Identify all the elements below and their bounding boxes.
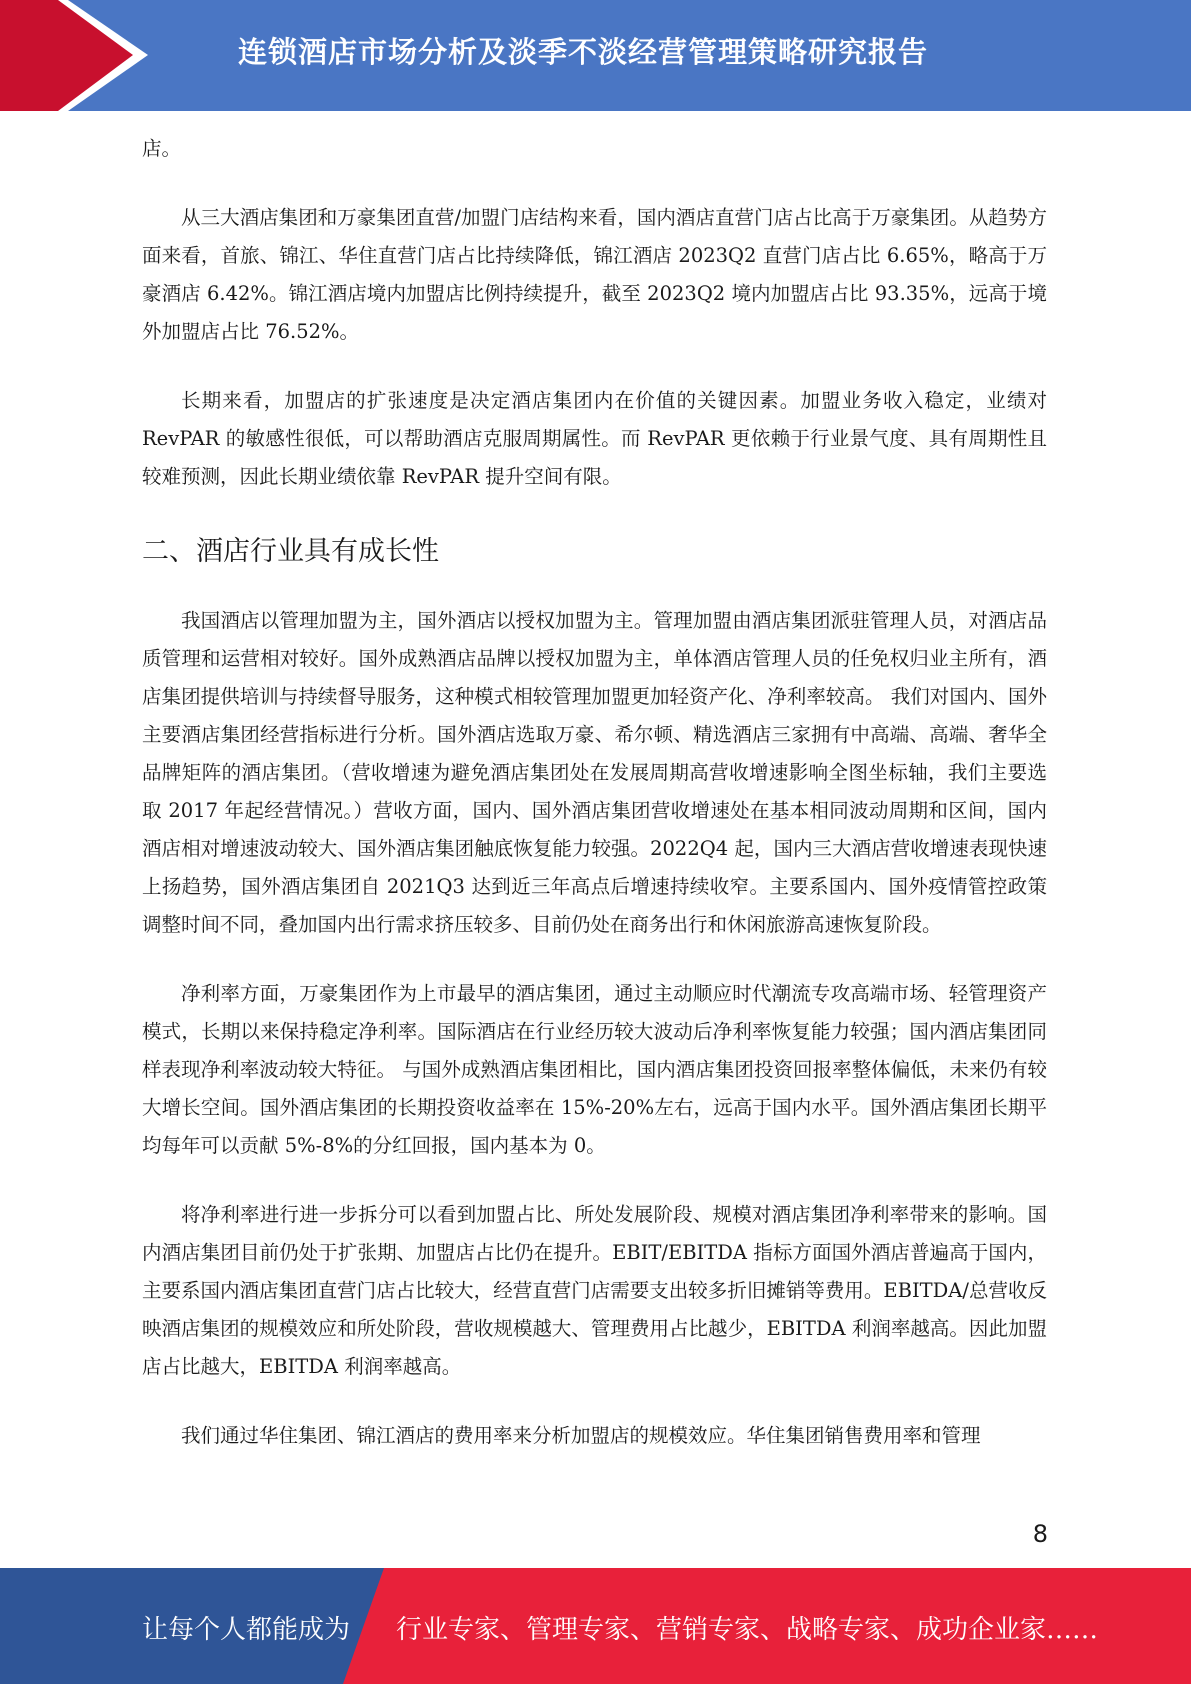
- page-header: [0, 0, 1191, 111]
- paragraph-cost-ratio: 我们通过华住集团、锦江酒店的费用率来分析加盟店的规模效应。华住集团销售费用率和管理: [181, 1424, 981, 1447]
- paragraph-franchise-model: 我国酒店以管理加盟为主，国外酒店以授权加盟为主。管理加盟由酒店集团派驻管理人员，对酒店品质管理和运营相对较好。国外成熟酒店品牌以授权加盟为主，单体酒店管理人员的任免权归业主所有，酒店集团提供培训与持续督导服务，这种模式相较管理加盟更加轻资产化、净利率较高。 我们对国内、国外主要酒店集团经营指标进行分析。国外酒店选取万豪、希尔顿、精选酒店三家拥有中高端、高端、奢华全品牌矩阵的酒店集团。（营收增速为避免酒店集团处在发展周期高营收增速影响全图坐标轴，我们主要选取 2017 年起经营情况。）营收方面，国内、国外酒店集团营收增速处在基本相同波动周期和区间，国内酒店相对增速波动较大、国外酒店集团触底恢复能力较强。2022Q4 起，国内三大酒店营收增速表现快速上扬趋势，国外酒店集团自 2021Q3 达到近三年高点后增速持续收窄。主要系国内、国外疫情管控政策调整时间不同，叠加国内出行需求挤压较多、目前仍处在商务出行和休闲旅游高速恢复阶段。: [142, 609, 1047, 936]
- paragraph-net-margin: 净利率方面，万豪集团作为上市最早的酒店集团，通过主动顺应时代潮流专攻高端市场、轻管理资产模式，长期以来保持稳定净利率。国际酒店在行业经历较大波动后净利率恢复能力较强；国内酒店集团同样表现净利率波动较大特征。 与国外成熟酒店集团相比，国内酒店集团投资回报率整体偏低，未来仍有较大增长空间。国外酒店集团的长期投资收益率在 15%-20%左右，远高于国内水平。国外酒店集团长期平均每年可以贡献 5%-8%的分红回报，国内基本为 0。: [142, 982, 1047, 1157]
- paragraph-margin-breakdown: 将净利率进行进一步拆分可以看到加盟占比、所处发展阶段、规模对酒店集团净利率带来的影响。国内酒店集团目前仍处于扩张期、加盟店占比仍在提升。EBIT/EBITDA 指标方面国外酒店普遍高于国内，主要系国内酒店集团直营门店占比较大，经营直营门店需要支出较多折旧摊销等费用。EBITDA/总营收反映酒店集团的规模效应和所处阶段，营收规模越大、管理费用占比越少，EBITDA 利润率越高。因此加盟店占比越大，EBITDA 利润率越高。: [142, 1203, 1047, 1378]
- paragraph-franchise-expansion: 长期来看，加盟店的扩张速度是决定酒店集团内在价值的关键因素。加盟业务收入稳定，业绩对 RevPAR 的敏感性很低，可以帮助酒店克服周期属性。而 RevPAR 更依赖于行业景气度、具有周期性且较难预测，因此长期业绩依靠 RevPAR 提升空间有限。: [142, 389, 1047, 488]
- document-body: [142, 130, 1047, 1455]
- footer-slogan-right: 行业专家、管理专家、营销专家、战略专家、成功企业家……: [396, 1615, 1099, 1645]
- paragraph-store-structure: 从三大酒店集团和万豪集团直营/加盟门店结构来看，国内酒店直营门店占比高于万豪集团。从趋势方面来看，首旅、锦江、华住直营门店占比持续降低，锦江酒店 2023Q2 直营门店占比 6.65%，略高于万豪酒店 6.42%。锦江酒店境内加盟店比例持续提升，截至 2023Q2 境内加盟店占比 93.35%，远高于境外加盟店占比 76.52%。: [142, 206, 1047, 343]
- paragraph-continuation: 店。: [142, 137, 182, 160]
- section-heading: 二、酒店行业具有成长性: [142, 536, 439, 567]
- report-title: 连锁酒店市场分析及淡季不淡经营管理策略研究报告: [238, 35, 929, 69]
- page-footer: [0, 1568, 1191, 1684]
- footer-slogan-left: 让每个人都能成为: [142, 1615, 351, 1645]
- page-number: 8: [1032, 1520, 1048, 1548]
